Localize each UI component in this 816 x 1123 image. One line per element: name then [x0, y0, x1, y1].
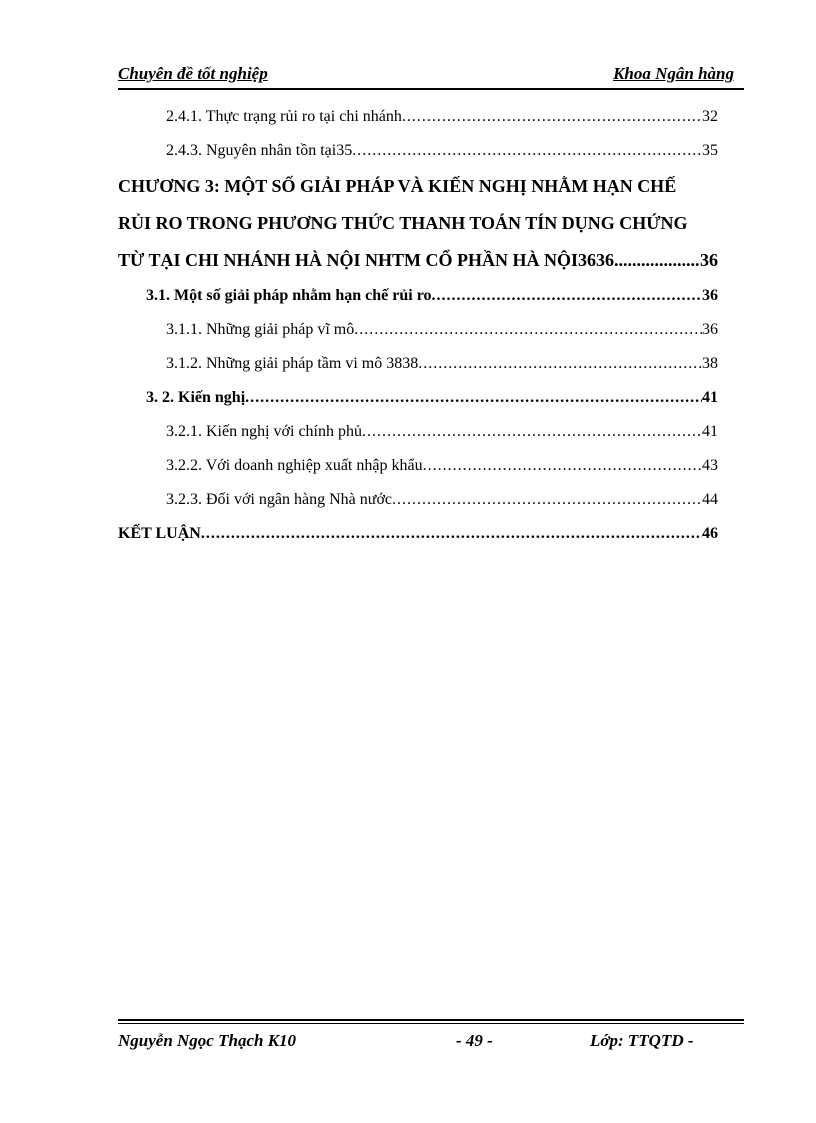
- toc-entry[interactable]: [118, 415, 718, 449]
- toc-leader: [418, 347, 702, 381]
- toc-leader: [614, 242, 700, 279]
- header-left-title: Chuyên đề tốt nghiệp: [118, 64, 268, 83]
- toc-entry[interactable]: [118, 347, 718, 381]
- toc-entry-page: 36: [702, 321, 718, 338]
- toc-entry[interactable]: [118, 381, 718, 415]
- toc-entry-page: 46: [702, 525, 718, 542]
- toc-leader: [362, 415, 702, 449]
- toc-leader: [352, 134, 702, 168]
- toc-leader: [432, 279, 702, 313]
- toc-entry-title: 3.1.1. Những giải pháp vĩ mô: [166, 321, 355, 338]
- toc-leader: [245, 381, 702, 415]
- toc-entry-title: 3. 2. Kiến nghị: [146, 389, 246, 406]
- toc-entry-page: 44: [702, 491, 718, 508]
- toc-entry-page: 36: [702, 287, 718, 304]
- toc-entry-title: 2.4.1. Thực trạng rủi ro tại chi nhánh: [166, 108, 402, 125]
- toc-entry[interactable]: [118, 449, 718, 483]
- toc-entry-page: 41: [702, 389, 718, 406]
- toc-leader: [354, 313, 702, 347]
- toc-leader: [201, 517, 702, 551]
- toc-entry-page: 35: [702, 142, 718, 159]
- toc-leader: [402, 100, 702, 134]
- toc-entry-title: 3.2.1. Kiến nghị với chính phủ: [166, 423, 362, 440]
- toc-entry[interactable]: [118, 100, 718, 134]
- footer-divider: [118, 1023, 744, 1024]
- page-header: [118, 64, 734, 86]
- chapter-line: RỦI RO TRONG PHƯƠNG THỨC THANH TOÁN TÍN DỤNG CHỨNG: [118, 213, 688, 233]
- toc-entry[interactable]: [118, 517, 718, 551]
- header-divider: [118, 88, 744, 90]
- table-of-contents: [118, 100, 718, 551]
- toc-entry[interactable]: [118, 313, 718, 347]
- toc-entry-page: 36: [700, 250, 718, 270]
- toc-chapter-heading[interactable]: [118, 168, 718, 279]
- toc-entry[interactable]: [118, 134, 718, 168]
- footer-divider: [118, 1019, 744, 1021]
- chapter-line: TỪ TẠI CHI NHÁNH HÀ NỘI NHTM CỔ PHẦN HÀ NỘI3636: [118, 250, 615, 270]
- toc-entry-title: KẾT LUẬN: [118, 525, 201, 542]
- toc-entry-title: 2.4.3. Nguyên nhân tồn tại35: [166, 142, 353, 159]
- toc-entry-title: 3.1.2. Những giải pháp tầm vi mô 3838: [166, 355, 419, 372]
- toc-entry-title: 3.1. Một số giải pháp nhằm hạn chế rủi ro: [146, 287, 432, 304]
- toc-entry-page: 41: [702, 423, 718, 440]
- toc-entry-page: 32: [702, 108, 718, 125]
- footer-author: Nguyễn Ngọc Thạch K10: [118, 1031, 297, 1050]
- toc-entry[interactable]: [118, 279, 718, 313]
- chapter-line: CHƯƠNG 3: MỘT SỐ GIẢI PHÁP VÀ KIẾN NGHỊ NHẰM HẠN CHẾ: [118, 176, 677, 196]
- toc-leader: [392, 483, 702, 517]
- chapter-last-line: [118, 242, 718, 279]
- toc-entry-page: 43: [702, 457, 718, 474]
- footer-page-number: - 49 -: [456, 1031, 493, 1050]
- toc-entry-title: 3.2.2. Với doanh nghiệp xuất nhập khẩu: [166, 457, 423, 474]
- header-right-title: Khoa Ngân hàng: [613, 64, 734, 83]
- toc-entry-title: 3.2.3. Đối với ngân hàng Nhà nước: [166, 491, 392, 508]
- toc-entry[interactable]: [118, 483, 718, 517]
- toc-entry-page: 38: [702, 355, 718, 372]
- toc-leader: [423, 449, 702, 483]
- footer-class: Lớp: TTQTD -: [590, 1031, 694, 1050]
